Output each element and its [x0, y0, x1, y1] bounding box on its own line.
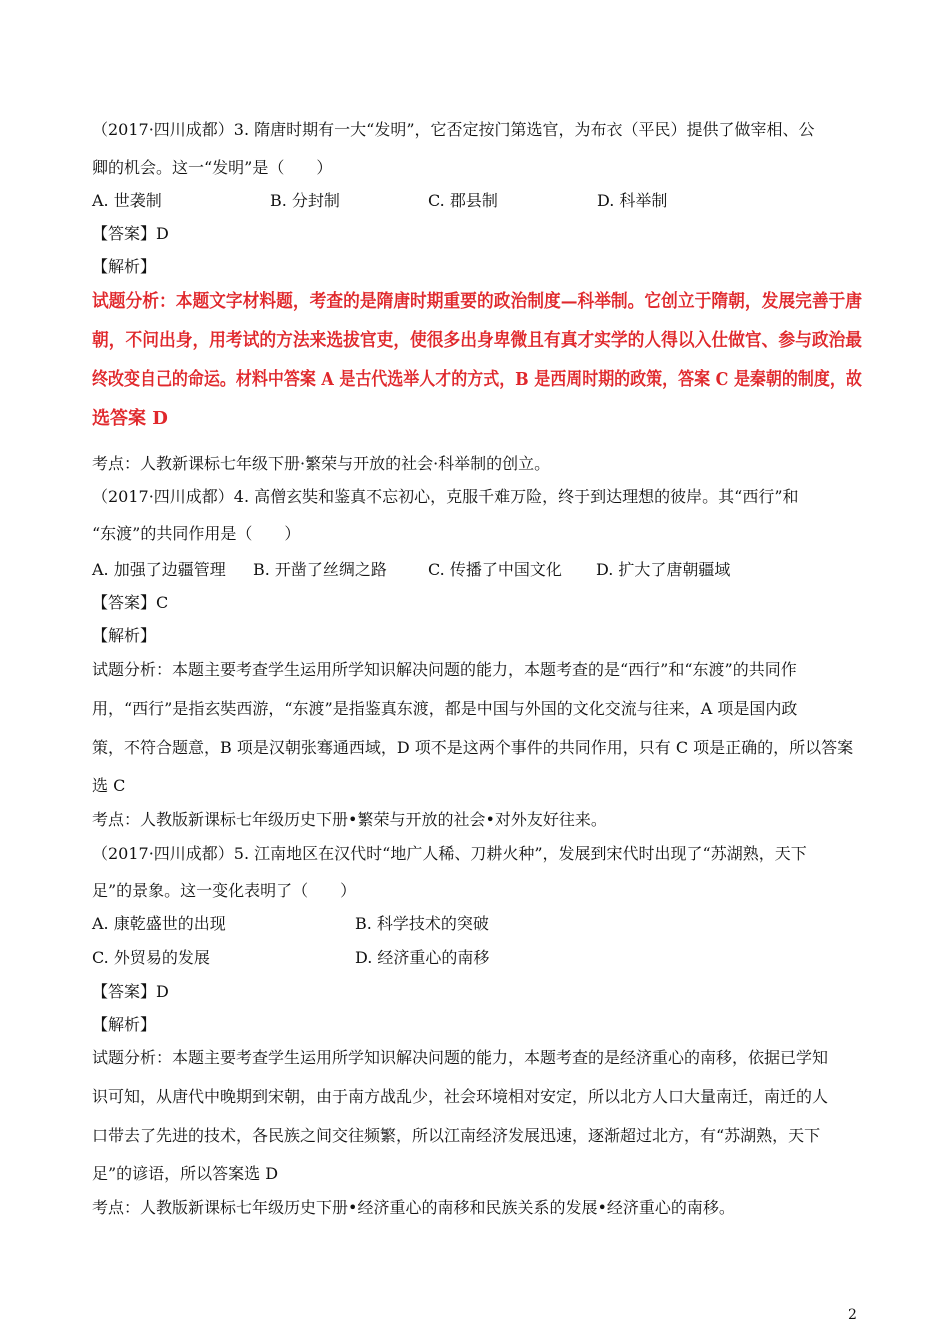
q5-analysis-label: 【解析】: [92, 1015, 157, 1034]
q3-option-b: B. 分封制: [270, 191, 340, 210]
q5-stem-line-2: 足”的景象。这一变化表明了（ ）: [92, 881, 357, 900]
q5-analysis-line-2: 识可知，从唐代中晚期到宋朝，由于南方战乱少，社会环境相对安定，所以北方人口大量南迁，南迁的人: [92, 1087, 829, 1106]
q5-answer: 【答案】D: [92, 982, 169, 1001]
q3-stem-line-2: 卿的机会。这一“发明”是（ ）: [92, 158, 333, 177]
q4-kaodian: 考点：人教版新课标七年级历史下册•繁荣与开放的社会•对外友好往来。: [92, 810, 607, 829]
q3-analysis-line-4: 选答案 D: [92, 408, 168, 429]
q4-analysis-line-3: 策，不符合题意，B 项是汉朝张骞通西域，D 项不是这两个事件的共同作用，只有 C 项是正确的，所以答案: [92, 738, 854, 757]
q4-analysis-label: 【解析】: [92, 626, 157, 645]
q4-option-d: D. 扩大了唐朝疆域: [596, 560, 731, 579]
q3-analysis-line-1: 试题分析：本题文字材料题，考查的是隋唐时期重要的政治制度—科举制。它创立于隋朝，发展完善于唐: [92, 291, 863, 312]
q3-option-d: D. 科举制: [597, 191, 668, 210]
q4-answer: 【答案】C: [92, 593, 169, 612]
q4-option-b: B. 开凿了丝绸之路: [253, 560, 387, 579]
q4-option-a: A. 加强了边疆管理: [92, 560, 226, 579]
q3-answer: 【答案】D: [92, 224, 169, 243]
q5-analysis-line-1: 试题分析：本题主要考查学生运用所学知识解决问题的能力，本题考查的是经济重心的南移，依据已学知: [92, 1048, 829, 1067]
q5-option-d: D. 经济重心的南移: [355, 948, 490, 967]
q3-option-a: A. 世袭制: [92, 191, 162, 210]
q5-stem-line-1: （2017·四川成都）5. 江南地区在汉代时“地广人稀、刀耕火种”，发展到宋代时出现了“苏湖熟，天下: [92, 844, 807, 863]
q3-analysis-line-2: 朝，不问出身，用考试的方法来选拔官吏，使很多出身卑微且有真才实学的人得以入仕做官、参与政治最: [92, 330, 863, 351]
q4-analysis-line-2: 用，“西行”是指玄奘西游，“东渡”是指鉴真东渡，都是中国与外国的文化交流与往来，A 项是国内政: [92, 699, 798, 718]
q4-option-c: C. 传播了中国文化: [428, 560, 562, 579]
q4-stem-line-1: （2017·四川成都）4. 高僧玄奘和鉴真不忘初心，克服千难万险，终于到达理想的彼岸。其“西行”和: [92, 487, 799, 506]
q3-option-c: C. 郡县制: [428, 191, 498, 210]
q5-kaodian: 考点：人教版新课标七年级历史下册•经济重心的南移和民族关系的发展•经济重心的南移。: [92, 1198, 735, 1217]
q5-analysis-line-4: 足”的谚语，所以答案选 D: [92, 1164, 279, 1183]
q3-kaodian: 考点：人教新课标七年级下册·繁荣与开放的社会·科举制的创立。: [92, 454, 551, 473]
q5-option-b: B. 科学技术的突破: [355, 914, 489, 933]
q3-analysis-label: 【解析】: [92, 257, 157, 276]
q4-analysis-line-4: 选 C: [92, 776, 126, 795]
q5-option-a: A. 康乾盛世的出现: [92, 914, 226, 933]
page-number: 2: [848, 1307, 857, 1323]
q5-option-c: C. 外贸易的发展: [92, 948, 210, 967]
q3-stem-line-1: （2017·四川成都）3. 隋唐时期有一大“发明”，它否定按门第选官，为布衣（平民）提供了做宰相、公: [92, 120, 815, 139]
q5-analysis-line-3: 口带去了先进的技术，各民族之间交往频繁，所以江南经济发展迅速，逐渐超过北方，有“苏湖熟，天下: [92, 1126, 821, 1145]
q4-stem-line-2: “东渡”的共同作用是（ ）: [92, 524, 301, 543]
q4-analysis-line-1: 试题分析：本题主要考查学生运用所学知识解决问题的能力，本题考查的是“西行”和“东渡”的共同作: [92, 660, 797, 679]
q3-analysis-line-3: 终改变自己的命运。材料中答案 A 是古代选举人才的方式，B 是西周时期的政策，答案 C 是秦朝的制度，故: [92, 369, 862, 390]
